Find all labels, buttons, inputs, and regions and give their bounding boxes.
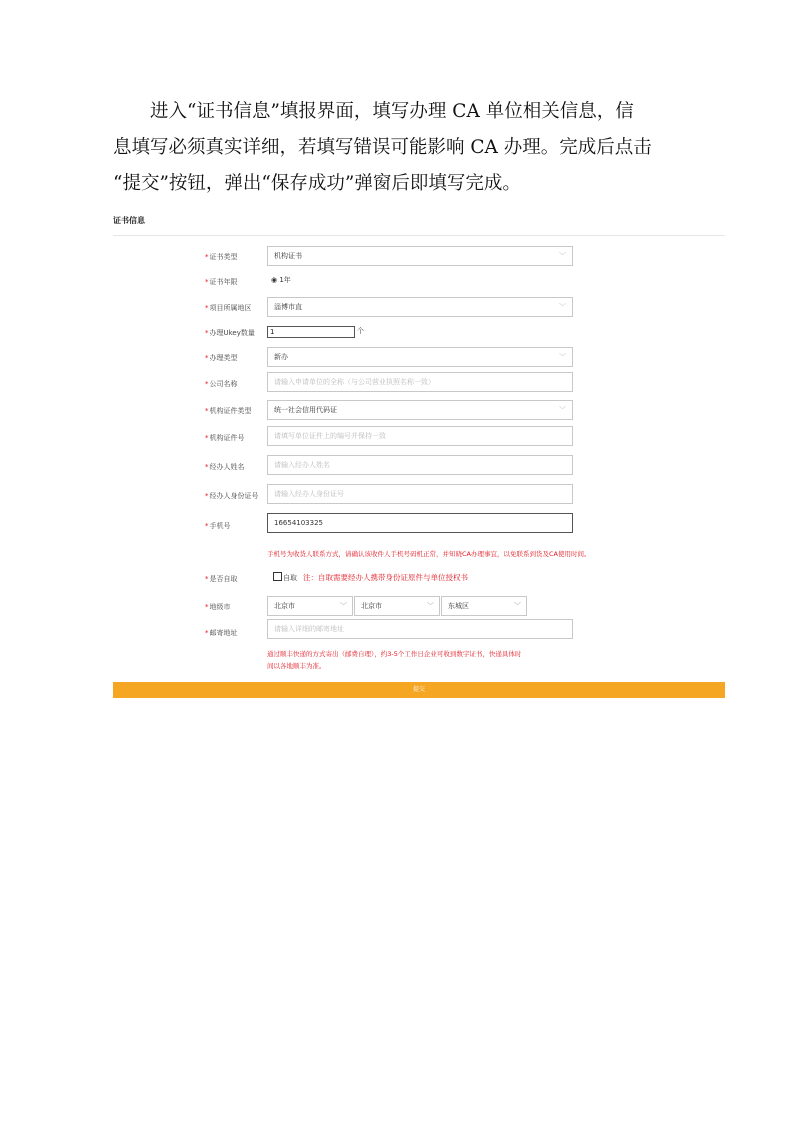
org-doc-type-select[interactable]: 统一社会信用代码证 ﹀ — [267, 400, 573, 420]
cert-years-radio[interactable]: ◉ 1年 — [271, 276, 291, 284]
province-select[interactable]: 北京市 ﹀ — [267, 596, 353, 616]
ukey-count-label: *办理Ukey数量 — [205, 329, 255, 337]
address-input[interactable]: 请输入详细的邮寄地址 — [267, 619, 573, 639]
agent-id-label: *经办人身份证号 — [205, 492, 259, 500]
chevron-down-icon: ﹀ — [514, 602, 521, 610]
chevron-down-icon: ﹀ — [340, 602, 347, 610]
chevron-down-icon: ﹀ — [559, 406, 566, 414]
region-label: *项目所属地区 — [205, 304, 252, 312]
company-name-input[interactable]: 请输入申请单位的全称（与公司营业执照名称一致） — [267, 372, 573, 392]
form-screenshot — [113, 210, 725, 700]
phone-label: *手机号 — [205, 522, 231, 530]
phone-input[interactable]: 16654103325 — [267, 513, 573, 533]
ukey-count-input[interactable]: 1 — [267, 326, 355, 338]
intro-paragraph — [113, 94, 725, 202]
shipping-note-line-2: 间以各地顺丰为准。 — [267, 662, 326, 670]
intro-line-1: 进入“证书信息”填报界面，填写办理 CA 单位相关信息，信 — [150, 101, 634, 122]
section-title: 证书信息 — [113, 216, 145, 225]
address-label: *邮寄地址 — [205, 629, 238, 637]
city-select[interactable]: 北京市 ﹀ — [354, 596, 440, 616]
org-doc-type-label: *机构证件类型 — [205, 407, 252, 415]
district-select[interactable]: 东城区 ﹀ — [441, 596, 527, 616]
shipping-note-line-1: 通过顺丰快递的方式寄出（邮费自理），约3-5个工作日企业可收到数字证书，快递具体时 — [267, 650, 522, 658]
chevron-down-icon: ﹀ — [559, 353, 566, 361]
intro-line-2: 息填写必须真实详细，若填写错误可能影响 CA 办理。完成后点击 — [113, 137, 652, 158]
region-select[interactable]: 淄博市直 ﹀ — [267, 297, 573, 317]
handle-type-label: *办理类型 — [205, 354, 238, 362]
agent-id-input[interactable]: 请输入经办人身份证号 — [267, 484, 573, 504]
handle-type-select[interactable]: 新办 ﹀ — [267, 347, 573, 367]
agent-name-label: *经办人姓名 — [205, 463, 245, 471]
self-pickup-note: 注：自取需要经办人携带身份证原件与单位授权书 — [303, 573, 468, 582]
cert-type-select[interactable]: 机构证书 ﹀ — [267, 246, 573, 266]
section-divider — [113, 235, 725, 236]
checkbox-icon — [273, 572, 282, 581]
cert-type-label: *证书类型 — [205, 253, 238, 261]
org-doc-no-label: *机构证件号 — [205, 434, 245, 442]
chevron-down-icon: ﹀ — [559, 252, 566, 260]
chevron-down-icon: ﹀ — [559, 303, 566, 311]
agent-name-input[interactable]: 请输入经办人姓名 — [267, 455, 573, 475]
submit-button[interactable]: 提交 — [113, 682, 725, 698]
intro-line-3: “提交”按钮，弹出“保存成功”弹窗后即填写完成。 — [113, 173, 521, 194]
cert-years-label: *证书年限 — [205, 278, 238, 286]
self-pickup-checkbox[interactable]: 自取 — [273, 572, 297, 583]
self-pickup-label: *是否自取 — [205, 575, 238, 583]
chevron-down-icon: ﹀ — [427, 602, 434, 610]
city-label: *地级市 — [205, 603, 231, 611]
phone-note: 手机号为收货人联系方式，请确认该收件人手机号码机正常，并知晓CA办理事宜，以免联系到货及CA使用时间。 — [267, 550, 591, 558]
ukey-count-unit: 个 — [357, 327, 364, 335]
org-doc-no-input[interactable]: 请填写单位证件上的编号并保持一致 — [267, 426, 573, 446]
company-name-label: *公司名称 — [205, 380, 238, 388]
